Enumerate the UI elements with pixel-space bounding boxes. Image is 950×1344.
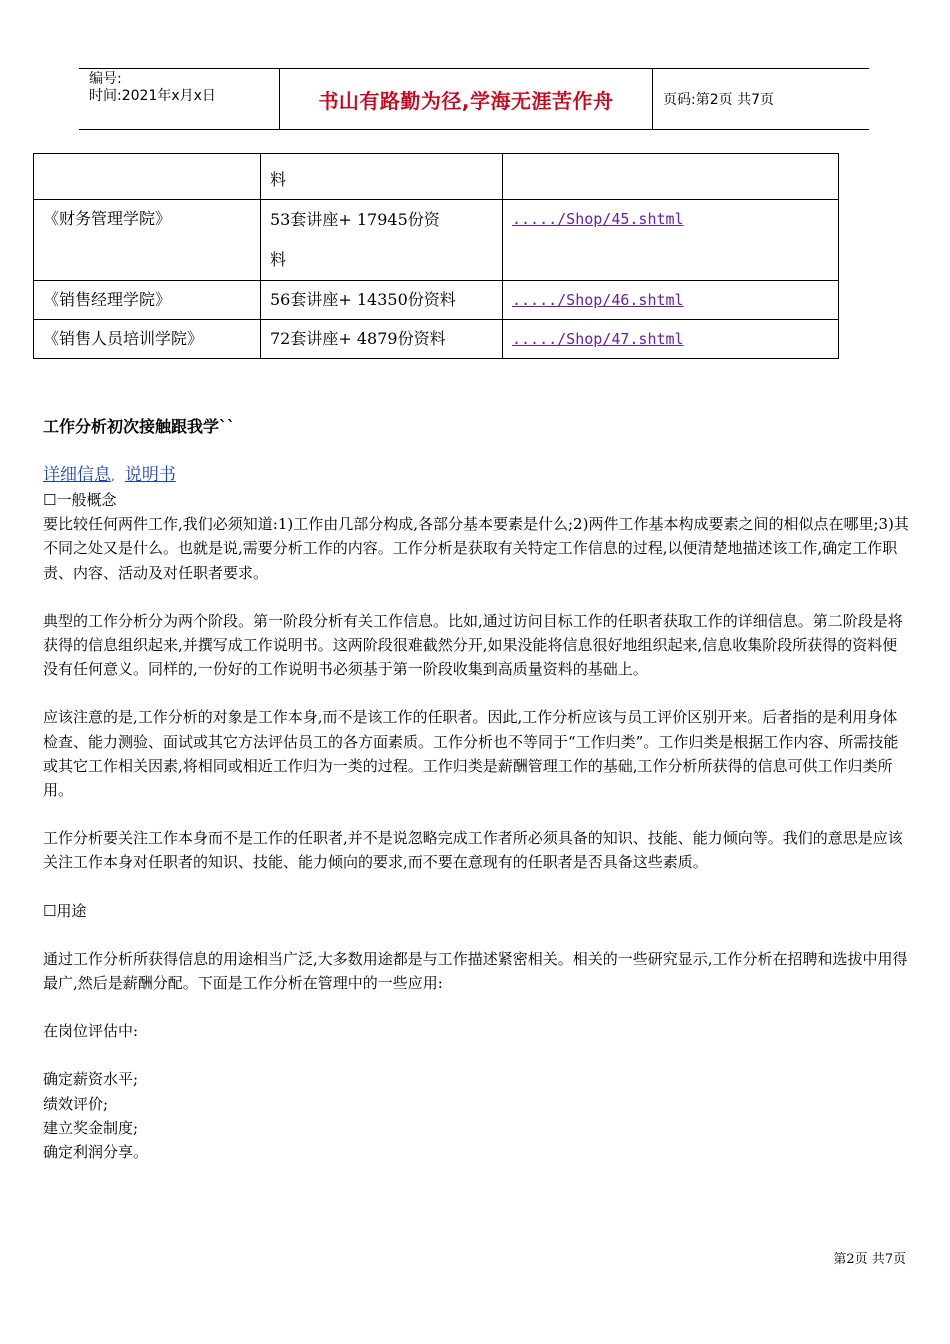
section-heading: ☐用途 (43, 901, 87, 920)
table-cell (34, 154, 261, 200)
table-row (34, 281, 839, 320)
table-cell (503, 154, 839, 200)
paragraph: 要比较任何两件工作,我们必须知道:1)工作由几部分构成,各部分基本要素是什么;2)两件工作基本构成要素之间的相似点在哪里;3)其不同之处又是什么。也就是说,需要分析工作的内容。工作分析是获取有关特定工作信息的过程,以便清楚地描述该工作,确定工作职责、内容、活动及对任职者要求。 (43, 515, 909, 582)
course-link-cell (503, 200, 839, 281)
course-link[interactable]: ...../Shop/47.shtml (512, 330, 684, 348)
section-heading: ☐一般概念 (43, 491, 117, 509)
page-footer: 第2页 共7页 (833, 1252, 906, 1267)
table-cell: 料 (261, 154, 503, 200)
course-desc: 56套讲座+ 14350份资料 (261, 281, 503, 320)
manual-link[interactable]: 说明书 (124, 465, 176, 485)
page-header (79, 68, 869, 130)
course-link[interactable]: ...../Shop/45.shtml (512, 210, 684, 228)
course-link[interactable]: ...../Shop/46.shtml (512, 291, 684, 309)
resource-table (33, 153, 839, 359)
paragraph: 应该注意的是,工作分析的对象是工作本身,而不是该工作的任职者。因此,工作分析应该与员工评价区别开来。后者指的是利用身体检查、能力测验、面试或其它方法评估员工的各方面素质。工作分析也不等同于“工作归类”。工作归类是根据工作内容、所需技能或其它工作相关因素,将相同或相近工作归为一类的过程。工作归类是薪酬管理工作的基础,工作分析所获得的信息可供工作归类所用。 (43, 708, 899, 800)
course-link-cell (503, 320, 839, 359)
article-title: 工作分析初次接触跟我学`` (43, 417, 236, 436)
table-row (34, 320, 839, 359)
course-name: 《销售人员培训学院》 (34, 320, 261, 359)
list-item: 建立奖金制度; (43, 1118, 139, 1137)
course-desc: 72套讲座+ 4879份资料 (261, 320, 503, 359)
course-desc-line: 53套讲座+ 17945份资 (270, 210, 440, 229)
list-item: 确定薪资水平; (43, 1070, 139, 1089)
header-page-label: 页码:第2页 共7页 (663, 92, 774, 108)
list-item: 绩效评价; (43, 1094, 109, 1113)
paragraph: 通过工作分析所获得信息的用途相当广泛,大多数用途都是与工作描述紧密相关。相关的一些研究显示,工作分析在招聘和选拔中用得最广,然后是薪酬分配。下面是工作分析在管理中的一些应用: (43, 949, 908, 993)
header-meta (79, 69, 280, 129)
article-body (43, 488, 909, 1164)
course-name: 《销售经理学院》 (34, 281, 261, 320)
paragraph: 典型的工作分析分为两个阶段。第一阶段分析有关工作信息。比如,通过访问目标工作的任职者获取工作的详细信息。第二阶段是将获得的信息组织起来,并撰写成工作说明书。这两阶段很难截然分开,如果没能将信息很好地组织起来,信息收集阶段所获得的资料便没有任何意义。同样的,一份好的工作说明书必须基于第一阶段收集到高质量资料的基础上。 (43, 611, 903, 679)
paragraph: 在岗位评估中: (43, 1022, 139, 1041)
course-link-cell (503, 281, 839, 320)
header-motto: 书山有路勤为径,学海无涯苦作舟 (280, 69, 653, 129)
time-label: 时间:2021年x月x日 (89, 88, 216, 104)
course-name: 《财务管理学院》 (34, 200, 261, 281)
list-item: 确定利润分享。 (43, 1143, 149, 1162)
course-desc-line: 料 (270, 250, 287, 269)
link-separator: , (111, 469, 115, 483)
table-row (34, 200, 839, 281)
details-link[interactable]: 详细信息 (43, 465, 111, 485)
table-row (34, 154, 839, 200)
article-links (43, 460, 176, 485)
paragraph: 工作分析要关注工作本身而不是工作的任职者,并不是说忽略完成工作者所必须具备的知识、技能、能力倾向等。我们的意思是应该关注工作本身对任职者的知识、技能、能力倾向的要求,而不要在意现有的任职者是否具备这些素质。 (43, 829, 903, 872)
number-label: 编号: (89, 71, 122, 87)
course-desc (261, 200, 503, 281)
